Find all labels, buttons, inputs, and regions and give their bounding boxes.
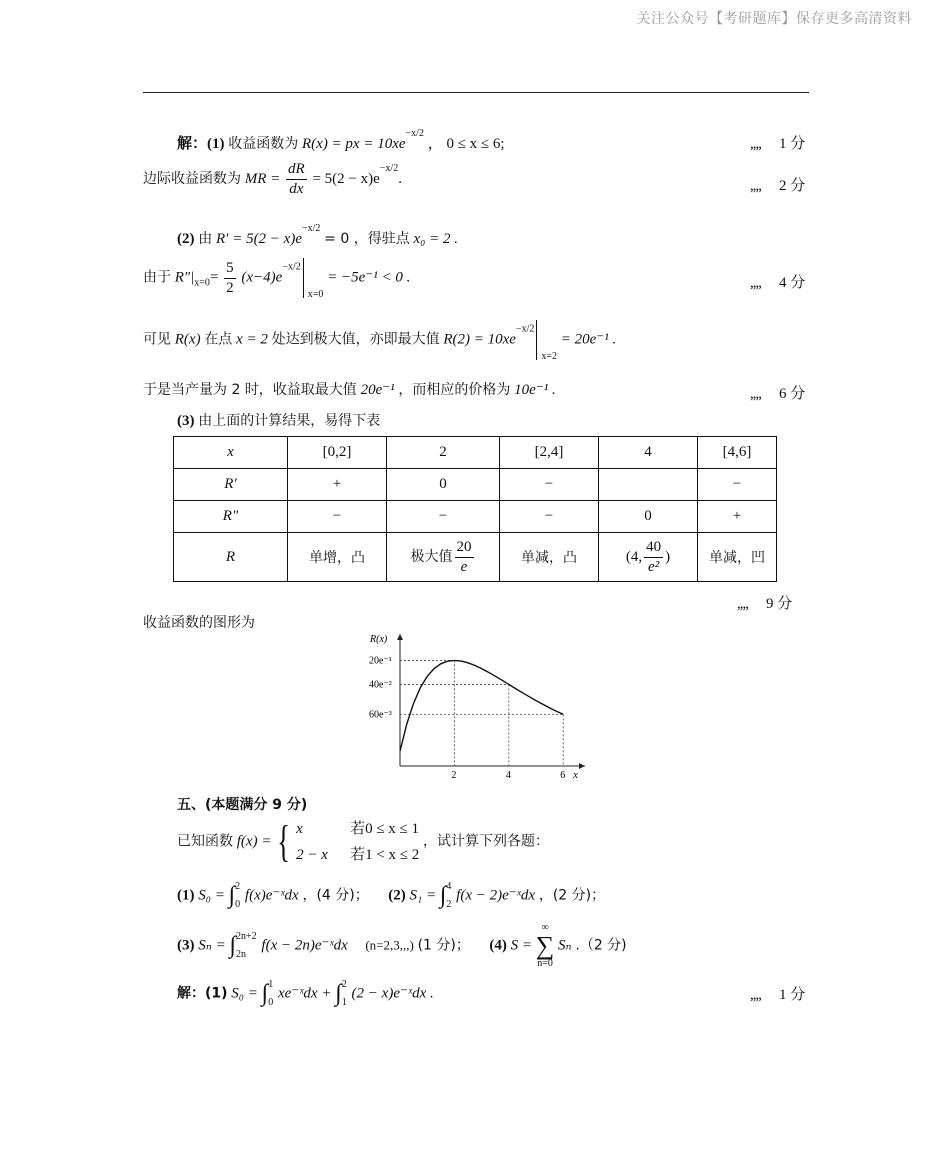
dr-dx-fraction: $\frac{dR}{dx}$ bbox=[288, 161, 305, 197]
table-row bbox=[174, 533, 777, 582]
solution-line-2: 边际收益函数为 MR = $\frac{dR}{dx}$ = $5(2 - x)e^{-x/2}$. bbox=[143, 161, 402, 197]
x-tick-label: 4 bbox=[505, 770, 511, 781]
table-intro-text: 由上面的计算结果，易得下表 bbox=[198, 413, 381, 429]
integral-limits: 1 0 bbox=[268, 979, 274, 1008]
solution-line-7 bbox=[177, 410, 380, 430]
solution-line-5 bbox=[143, 320, 617, 363]
solution-lead: 解：(1) bbox=[177, 136, 225, 152]
x-axis-label: x bbox=[573, 769, 578, 781]
y-tick-label: 20e⁻¹ bbox=[369, 655, 392, 667]
integral-limits: 4 2 bbox=[446, 881, 452, 910]
text-kejian: 可见 bbox=[143, 331, 171, 348]
stationary-point-text: = 0 ，得驻点 bbox=[324, 231, 410, 247]
solution-line-6 bbox=[143, 379, 556, 399]
q2-lhs: S₁ = bbox=[409, 887, 437, 904]
mr-lhs: MR = bbox=[244, 170, 281, 187]
watermark-header: 关注公众号【考研题库】保存更多高清资料 bbox=[636, 11, 912, 27]
table-cell: − bbox=[387, 501, 500, 533]
price-value: 10e⁻¹ . bbox=[514, 382, 556, 398]
q2-integrand: f(x − 2)e⁻ˣdx bbox=[456, 887, 536, 904]
table-cell: 单减，凹 bbox=[698, 533, 777, 582]
q4-summand: Sₙ bbox=[558, 937, 572, 954]
integral-limits: 2 0 bbox=[235, 881, 241, 910]
table-cell: 单减，凸 bbox=[500, 533, 599, 582]
exponent: −x/2 bbox=[515, 323, 535, 335]
q4-points: .（2 分) bbox=[575, 937, 627, 954]
graph-intro bbox=[143, 612, 255, 632]
q3-lead: (3) bbox=[177, 937, 195, 954]
max-revenue: 20e⁻¹ bbox=[360, 382, 395, 398]
max-value: = 20e⁻¹ . bbox=[560, 331, 617, 348]
five-halves-fraction: $\frac{5}{2}$ bbox=[226, 259, 234, 296]
exponent: −x/2 bbox=[302, 223, 321, 234]
r-double-prime: R″| bbox=[174, 269, 195, 286]
revenue-formula: R(x) = px = 10xe bbox=[302, 136, 406, 152]
eval-subscript: x=0 bbox=[194, 277, 210, 289]
q4-lhs: S = bbox=[510, 937, 532, 954]
y-axis-arrow-icon bbox=[397, 634, 403, 640]
case-2-expr: 2 − x bbox=[296, 847, 328, 863]
graph-intro-text: 收益函数的图形为 bbox=[143, 615, 255, 631]
integral-icon: ∫ bbox=[439, 882, 447, 909]
problem-5-solution bbox=[177, 976, 434, 1012]
fx-label: f(x) = bbox=[236, 833, 272, 850]
part-3-lead: (3) bbox=[177, 413, 195, 429]
stationary-point: x₀ = 2 . bbox=[413, 231, 458, 247]
q1-lead: (1) bbox=[177, 887, 195, 904]
table-cell: x bbox=[227, 444, 234, 460]
table-cell: [2,4] bbox=[500, 437, 599, 469]
table-cell: − bbox=[500, 469, 599, 501]
q1-points: ，(4 分)； bbox=[302, 887, 369, 904]
domain-range: ， 0 ≤ x ≤ 6; bbox=[427, 136, 505, 152]
case-1-cond: 若0 ≤ x ≤ 1 bbox=[350, 821, 420, 837]
x-equals-2: x = 2 bbox=[236, 331, 268, 348]
compute-text: ，试计算下列各题： bbox=[423, 833, 550, 850]
exponent: −x/2 bbox=[282, 261, 301, 273]
table-row bbox=[174, 437, 777, 469]
table-cell: 0 bbox=[387, 469, 500, 501]
x-tick-label: 2 bbox=[451, 770, 457, 781]
exponent: −x/2 bbox=[379, 162, 399, 174]
table-cell: 4 bbox=[599, 437, 698, 469]
integral-limits: 2 1 bbox=[341, 979, 347, 1008]
evaluation-bar bbox=[303, 258, 304, 298]
q3-integrand: f(x − 2n)e⁻ˣdx bbox=[261, 937, 348, 954]
revenue-chart bbox=[360, 626, 590, 786]
x-tick-label: 6 bbox=[560, 770, 566, 781]
table-row bbox=[174, 469, 777, 501]
q1-lhs: S₀ = bbox=[198, 887, 225, 904]
q3-points: (1 分)； bbox=[417, 937, 470, 954]
table-row bbox=[174, 501, 777, 533]
table-cell-inflection: (4, $\frac{40}{\text{e²}}$ ) bbox=[599, 533, 698, 582]
table-cell bbox=[599, 469, 698, 501]
text-output-2: 于是当产量为 2 时，收益取最大值 bbox=[143, 382, 357, 398]
integral-limits: 2n+2 2n bbox=[236, 931, 257, 960]
case-1-expr: x bbox=[296, 821, 303, 837]
case-2-cond: 若1 < x ≤ 2 bbox=[350, 847, 420, 863]
table-cell: R″ bbox=[222, 508, 239, 524]
q1-integrand: f(x)e⁻ˣdx bbox=[244, 887, 299, 904]
q3-lhs: Sₙ = bbox=[198, 937, 226, 954]
table-cell: 2 bbox=[387, 437, 500, 469]
problem-title: 五、(本题满分 9 分) bbox=[177, 797, 308, 813]
table-cell: − bbox=[500, 501, 599, 533]
evaluation-bar bbox=[536, 320, 537, 360]
problem-5-q3-q4 bbox=[177, 922, 627, 970]
revenue-curve bbox=[400, 660, 563, 751]
table-cell-max: 极大值 $\frac{20}{e}$ bbox=[387, 533, 500, 582]
table-cell: + bbox=[698, 501, 777, 533]
brace-icon: { bbox=[277, 817, 291, 866]
integral-icon: ∫ bbox=[261, 980, 269, 1007]
sol-term-1: xe⁻ˣdx + bbox=[277, 985, 332, 1002]
score-4: ,,,, 4 分 bbox=[750, 275, 806, 291]
given-text: 已知函数 bbox=[177, 833, 233, 850]
score-1: ,,,, 1 分 bbox=[750, 136, 806, 152]
y-tick-label: 40e⁻² bbox=[369, 679, 392, 691]
text-maximum: 处达到极大值，亦即最大值 bbox=[271, 331, 440, 348]
summation-icon: ∞ ∑ n=0 bbox=[535, 922, 555, 969]
score-9: ,,,, 9 分 bbox=[737, 596, 793, 612]
r-of-x: R(x) bbox=[174, 331, 201, 348]
table-cell: − bbox=[698, 469, 777, 501]
table-cell: R bbox=[225, 548, 236, 565]
marginal-revenue-text: 边际收益函数为 bbox=[143, 170, 241, 187]
r-double-prime-body: (x−4)e bbox=[241, 269, 283, 286]
eval-bar-subscript: x=2 bbox=[541, 351, 557, 363]
exponent: −x/2 bbox=[405, 128, 424, 139]
r-prime-formula: R′ = 5(2 − x)e bbox=[216, 231, 302, 247]
q3-n-range: (n=2,3,,,) bbox=[365, 937, 414, 953]
solution-line-3 bbox=[177, 223, 458, 248]
since-text: 由于 bbox=[143, 269, 171, 286]
integral-icon: ∫ bbox=[228, 882, 236, 909]
score-2: ,,,, 2 分 bbox=[750, 178, 806, 194]
integral-icon: ∫ bbox=[229, 932, 237, 959]
eval-bar-subscript: x=0 bbox=[307, 289, 324, 301]
table-cell: 单增，凸 bbox=[288, 533, 387, 582]
score-sol-1: ,,,, 1 分 bbox=[750, 987, 806, 1003]
text-at-point: 在点 bbox=[204, 331, 233, 348]
q2-points: ，(2 分)； bbox=[538, 887, 606, 904]
problem-5-function bbox=[177, 816, 549, 868]
table-cell: − bbox=[288, 501, 387, 533]
problem-5-q1-q2 bbox=[177, 878, 605, 914]
problem-5-title bbox=[177, 794, 307, 814]
text-you: 由 bbox=[198, 231, 213, 247]
q4-lead: (4) bbox=[489, 937, 507, 954]
revenue-function-text: 收益函数为 bbox=[228, 136, 299, 152]
piecewise-cases bbox=[296, 816, 419, 868]
solution-line-1 bbox=[177, 128, 505, 153]
equals: = bbox=[209, 269, 219, 286]
table-cell: [4,6] bbox=[698, 437, 777, 469]
table-cell: + bbox=[288, 469, 387, 501]
x-axis-arrow-icon bbox=[579, 763, 585, 769]
integral-icon: ∫ bbox=[335, 980, 342, 1007]
r-double-prime-value: = −5e⁻¹ < 0 . bbox=[327, 269, 411, 286]
sol-lhs: S₀ = bbox=[231, 985, 258, 1002]
mr-rhs: = 5(2 − x)e bbox=[312, 170, 380, 187]
sol-term-2: (2 − x)e⁻ˣdx . bbox=[351, 985, 434, 1002]
score-6: ,,,, 6 分 bbox=[750, 386, 806, 402]
table-cell: [0,2] bbox=[288, 437, 387, 469]
sign-table bbox=[173, 436, 777, 582]
r2-formula: R(2) = 10xe bbox=[443, 331, 516, 348]
solution-line-4 bbox=[143, 258, 411, 301]
text-price: ，而相应的价格为 bbox=[398, 382, 511, 398]
q2-lead: (2) bbox=[388, 887, 406, 904]
table-cell: 0 bbox=[599, 501, 698, 533]
header-rule bbox=[143, 92, 809, 93]
table-cell: R′ bbox=[224, 476, 237, 492]
part-2-lead: (2) bbox=[177, 231, 195, 247]
solution-lead: 解：(1) bbox=[177, 985, 228, 1002]
y-axis-label: R(x) bbox=[370, 634, 388, 645]
y-tick-label: 60e⁻³ bbox=[369, 709, 392, 721]
